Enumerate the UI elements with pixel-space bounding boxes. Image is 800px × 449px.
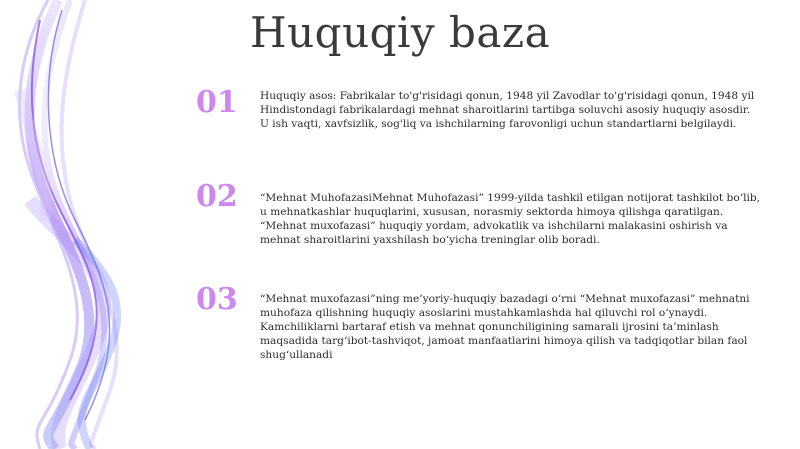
item-number: 02	[196, 179, 238, 214]
item-number: 03	[196, 282, 238, 317]
decorative-smoke-ribbon	[0, 0, 200, 449]
item-text: Huquqiy asos: Fabrikalar to'g'risidagi qonun, 1948 yil Zavodlar to'g'risidagi qonun, 1948 yil Hindistondagi fabrikalardagi mehnat sharoitlarini tartibga soluvchi asosiy huquqiy asosdir. U ish vaqti, xavfsizlik, sog'liq va ishchilarning farovonligi uchun standartlarni belgilaydi.	[260, 90, 755, 130]
item-text: “Mehnat muxofazasi”ning me’yoriy-huquqiy bazadagi o‘rni “Mehnat muxofazasi” mehnatni muhofaza qilishning huquqiy asoslarini mustahkamlashda hal qiluvchi rol o‘ynaydi. Kamchiliklarni bartaraf etish va mehnat qonunchiligining samarali ijrosini ta’minlash maqsadida targ‘ibot-tashviqot, jamoat manfaatlarini himoya qilish va tadqiqotlar bilan faol shug‘ullanadi	[260, 293, 750, 361]
item-number: 01	[196, 85, 238, 120]
item-text: “Mehnat MuhofazasiMehnat Muhofazasi” 1999-yilda tashkil etilgan notijorat tashkilot bo‘lib, u mehnatkashlar huquqlarini, xususan, norasmiy sektorda himoya qilishga qaratilgan. “Mehnat muxofazasi” huquqiy yordam, advokatlik va ishchilarni malakasini oshirish va mehnat sharoitlarini yaxshilash bo‘yicha treninglar olib boradi.	[260, 192, 761, 246]
slide-title: Huquqiy baza	[250, 8, 551, 57]
